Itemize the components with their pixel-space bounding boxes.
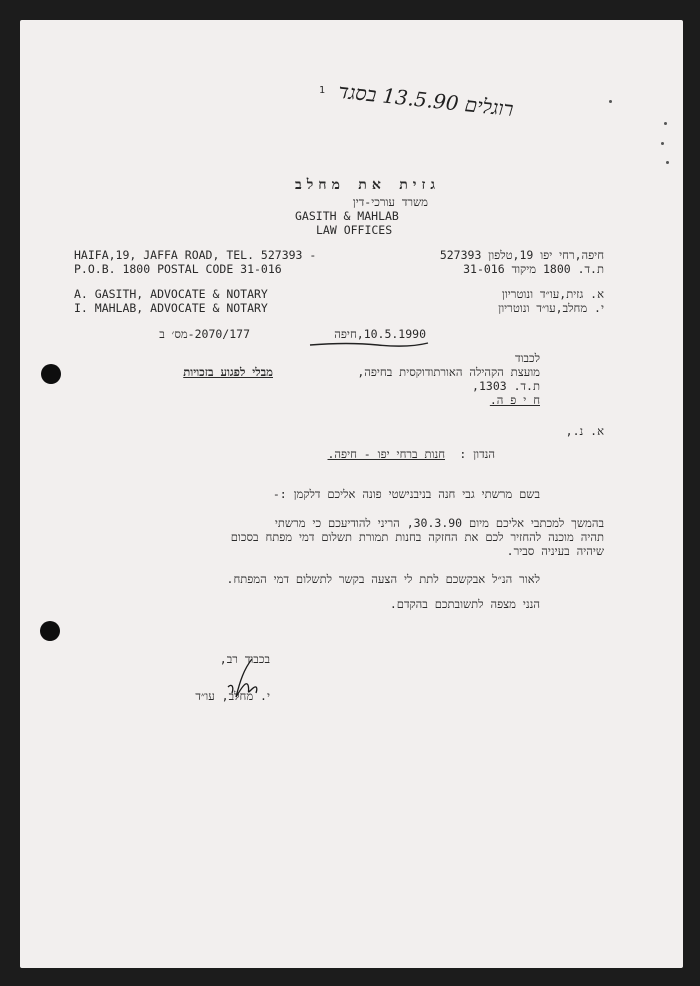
footnote-mark: 1 — [319, 85, 326, 96]
letter-page — [20, 20, 683, 968]
firm-name-english: GASITH & MAHLAB — [295, 209, 399, 223]
date-underline — [308, 340, 430, 348]
body-intro: בשם מרשתי גבי חנה בניבנישטי פונה אליכם דלקמן :- — [272, 487, 540, 501]
recipient-city: ח י פ ה. — [489, 393, 540, 407]
office-english: LAW OFFICES — [316, 223, 393, 237]
edge-mark — [609, 100, 612, 103]
partner1-english: A. GASITH, ADVOCATE & NOTARY — [74, 287, 268, 301]
recipient-line1: מועצת הקהילה האורתודוקסית בחיפה, — [357, 365, 540, 379]
body-paragraph1-line3: שיהיה בעיניה סביר. — [506, 544, 604, 558]
greeting: א. נ., — [565, 424, 604, 438]
reference-number: 2070/177-מס׳ ב — [159, 327, 250, 341]
body-paragraph1-line2: תהיה מוכנה להחזיר לכם את החזקה בחנות תמורת תשלום דמי מפתח בסכום — [230, 530, 604, 544]
edge-mark — [666, 161, 669, 164]
partner2-english: I. MAHLAB, ADVOCATE & NOTARY — [74, 301, 268, 315]
without-prejudice-note: מבלי לפגוע בזכויות — [183, 365, 273, 379]
pob-english: P.O.B. 1800 POSTAL CODE 31-016 — [74, 262, 282, 276]
partner1-hebrew: א. גזית,עו״ד ונוטריון — [501, 287, 604, 301]
punch-hole — [40, 621, 60, 641]
handwritten-note: רוגלים 13.5.90 בסגד — [337, 78, 515, 122]
address-english: HAIFA,19, JAFFA ROAD, TEL. 527393 - — [74, 248, 317, 262]
edge-mark — [664, 122, 667, 125]
pob-hebrew: ת.ד. 1800 מיקוד 31-016 — [463, 262, 604, 276]
subject-label: הנדון : — [459, 447, 495, 461]
subject: חנות ברחי יפו - חיפה. — [327, 447, 445, 461]
body-paragraph3: הנני מצפה לתשובתכם בהקדם. — [389, 597, 540, 611]
address-hebrew: חיפה,רחי יפו 19,טלפון 527393 — [439, 248, 604, 262]
punch-hole — [41, 364, 61, 384]
date: 10.5.1990,חיפה — [334, 327, 426, 341]
office-hebrew: משרד עורכי-דין — [352, 195, 428, 209]
recipient-line2: ת.ד. 1303, — [472, 379, 540, 393]
edge-mark — [661, 142, 664, 145]
firm-name-hebrew: גזית את מחלב — [295, 177, 440, 193]
body-paragraph1-line1: בהמשך למכתבי אליכם מיום 30.3.90, הריני להודיעכם כי מרשתי — [274, 516, 604, 530]
salutation: לכבוד — [514, 351, 540, 365]
closing: בכבוד רב, — [219, 652, 270, 666]
signatory: י. מחלב, עו״ד — [195, 689, 270, 703]
body-paragraph2: לאור הנ״ל אבקשכם לתת לי הצעה בקשר לתשלום דמי המפתח. — [226, 572, 540, 586]
partner2-hebrew: י. מחלב,עו״ד ונוטריון — [498, 301, 604, 315]
